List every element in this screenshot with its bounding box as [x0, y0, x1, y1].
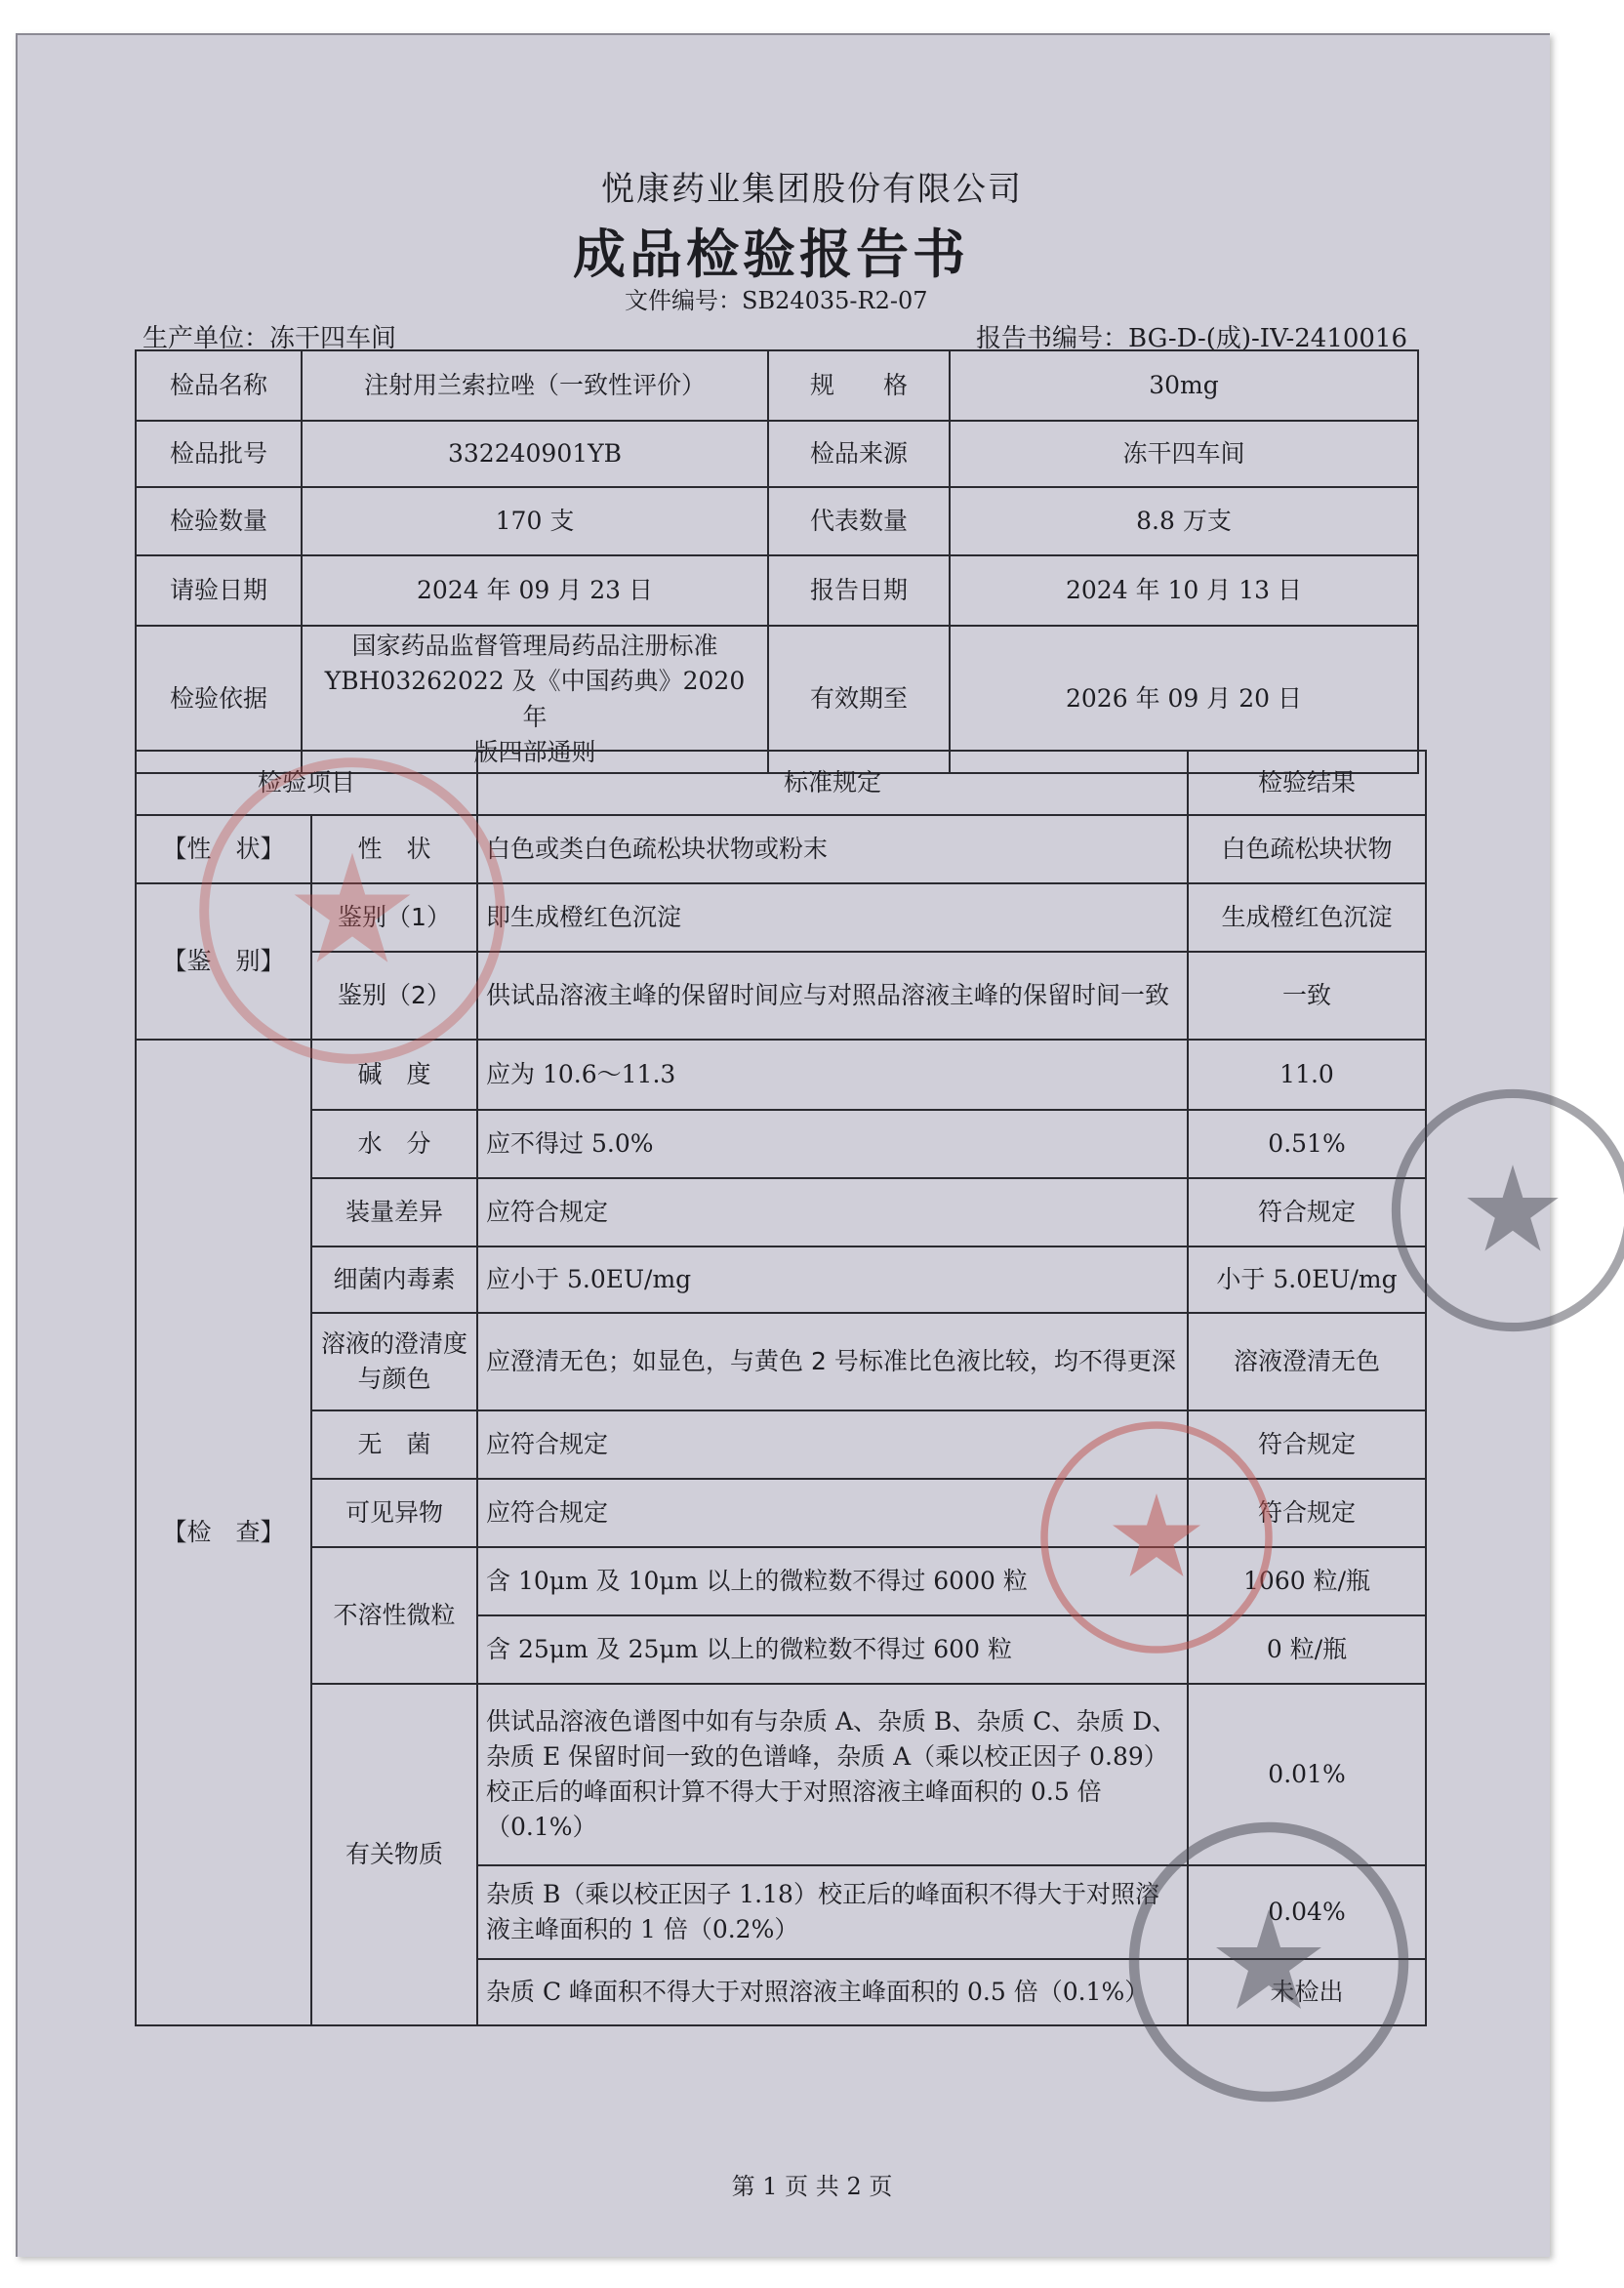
test-standard: 应符合规定 [477, 1410, 1188, 1479]
test-result: 0 粒/瓶 [1188, 1615, 1426, 1684]
test-name: 性 状 [311, 815, 477, 883]
test-result: 符合规定 [1188, 1479, 1426, 1547]
info-row [136, 421, 1418, 487]
info-value: 冻干四车间 [950, 421, 1418, 487]
test-standard: 应澄清无色；如显色，与黄色 2 号标准比色液比较，均不得更深 [477, 1313, 1188, 1410]
test-row [136, 1110, 1426, 1178]
test-standard: 供试品溶液色谱图中如有与杂质 A、杂质 B、杂质 C、杂质 D、杂质 E 保留时间一致的色谱峰，杂质 A（乘以校正因子 0.89）校正后的峰面积计算不得大于对照溶液主峰面积的 0.5 倍（0.1%） [477, 1684, 1188, 1865]
test-result: 0.01% [1188, 1684, 1426, 1865]
test-result: 溶液澄清无色 [1188, 1313, 1426, 1410]
test-table [135, 750, 1427, 2026]
info-value: 30mg [950, 350, 1418, 421]
test-name: 有关物质 [311, 1684, 477, 2025]
col-header-item: 检验项目 [136, 751, 477, 815]
test-name: 溶液的澄清度与颜色 [311, 1313, 477, 1410]
test-standard: 杂质 C 峰面积不得大于对照溶液主峰面积的 0.5 倍（0.1%） [477, 1959, 1188, 2025]
test-standard: 应符合规定 [477, 1178, 1188, 1246]
test-row [136, 883, 1426, 952]
test-result: 符合规定 [1188, 1410, 1426, 1479]
test-row [136, 1246, 1426, 1313]
info-row [136, 555, 1418, 626]
info-label: 检品来源 [768, 421, 950, 487]
test-standard: 白色或类白色疏松块状物或粉末 [477, 815, 1188, 883]
info-value: 注射用兰索拉唑（一致性评价） [302, 350, 768, 421]
test-row [136, 1313, 1426, 1410]
test-result: 小于 5.0EU/mg [1188, 1246, 1426, 1313]
test-standard: 应为 10.6～11.3 [477, 1040, 1188, 1110]
test-row [136, 1410, 1426, 1479]
test-name: 装量差异 [311, 1178, 477, 1246]
info-label: 检品名称 [136, 350, 302, 421]
report-number: 报告书编号：BG-D-(成)-IV-2410016 [976, 324, 1408, 353]
test-row [136, 1040, 1426, 1110]
page-number: 第 1 页 共 2 页 [731, 2173, 893, 2200]
test-result: 生成橙红色沉淀 [1188, 883, 1426, 952]
info-value: 2024 年 09 月 23 日 [302, 555, 768, 626]
info-value: 332240901YB [302, 421, 768, 487]
basis-line: 国家药品监督管理局药品注册标准 [351, 632, 718, 660]
test-result: 未检出 [1188, 1959, 1426, 2025]
test-standard: 即生成橙红色沉淀 [477, 883, 1188, 952]
group-label: 【检 查】 [136, 1040, 311, 2025]
info-row [136, 487, 1418, 555]
test-name: 鉴别（1） [311, 883, 477, 952]
info-label: 检验数量 [136, 487, 302, 555]
production-unit: 生产单位：冻干四车间 [142, 324, 397, 353]
test-row [136, 1178, 1426, 1246]
test-row [136, 1479, 1426, 1547]
test-standard: 含 10μm 及 10μm 以上的微粒数不得过 6000 粒 [477, 1547, 1188, 1615]
info-row [136, 350, 1418, 421]
col-header-standard: 标准规定 [477, 751, 1188, 815]
group-label: 【性 状】 [136, 815, 311, 883]
test-row [136, 1684, 1426, 1865]
test-result: 一致 [1188, 952, 1426, 1040]
test-result: 0.51% [1188, 1110, 1426, 1178]
test-name: 无 菌 [311, 1410, 477, 1479]
info-value: 8.8 万支 [950, 487, 1418, 555]
test-result: 0.04% [1188, 1865, 1426, 1959]
test-row [136, 815, 1426, 883]
test-name: 碱 度 [311, 1040, 477, 1110]
basis-line: YBH03262022 及《中国药典》2020 年 [324, 667, 746, 731]
info-label: 规 格 [768, 350, 950, 421]
test-row [136, 1547, 1426, 1615]
info-label: 检品批号 [136, 421, 302, 487]
info-label: 报告日期 [768, 555, 950, 626]
test-result: 符合规定 [1188, 1178, 1426, 1246]
test-row [136, 952, 1426, 1040]
file-number: 文件编号：SB24035-R2-07 [625, 287, 928, 314]
test-standard: 应不得过 5.0% [477, 1110, 1188, 1178]
test-name: 可见异物 [311, 1479, 477, 1547]
company-name: 悦康药业集团股份有限公司 [601, 170, 1023, 209]
test-result: 11.0 [1188, 1040, 1426, 1110]
info-value: 2024 年 10 月 13 日 [950, 555, 1418, 626]
info-label: 代表数量 [768, 487, 950, 555]
report-title: 成品检验报告书 [573, 224, 969, 285]
test-header-row [136, 751, 1426, 815]
info-value: 170 支 [302, 487, 768, 555]
test-standard: 应小于 5.0EU/mg [477, 1246, 1188, 1313]
info-label: 请验日期 [136, 555, 302, 626]
test-name: 不溶性微粒 [311, 1547, 477, 1684]
test-result: 1060 粒/瓶 [1188, 1547, 1426, 1615]
col-header-result: 检验结果 [1188, 751, 1426, 815]
test-name: 鉴别（2） [311, 952, 477, 1040]
test-result: 白色疏松块状物 [1188, 815, 1426, 883]
info-value: 2026 年 09 月 20 日 [950, 626, 1418, 773]
test-name: 细菌内毒素 [311, 1246, 477, 1313]
test-standard: 含 25μm 及 25μm 以上的微粒数不得过 600 粒 [477, 1615, 1188, 1684]
group-label: 【鉴 别】 [136, 883, 311, 1040]
test-standard: 杂质 B（乘以校正因子 1.18）校正后的峰面积不得大于对照溶液主峰面积的 1 倍（0.2%） [477, 1865, 1188, 1959]
info-label: 检验依据 [136, 626, 302, 773]
info-label: 有效期至 [768, 626, 950, 773]
test-name: 水 分 [311, 1110, 477, 1178]
info-table [135, 349, 1419, 774]
test-standard: 供试品溶液主峰的保留时间应与对照品溶液主峰的保留时间一致 [477, 952, 1188, 1040]
basis-line: 版四部通则 [473, 737, 596, 766]
test-standard: 应符合规定 [477, 1479, 1188, 1547]
